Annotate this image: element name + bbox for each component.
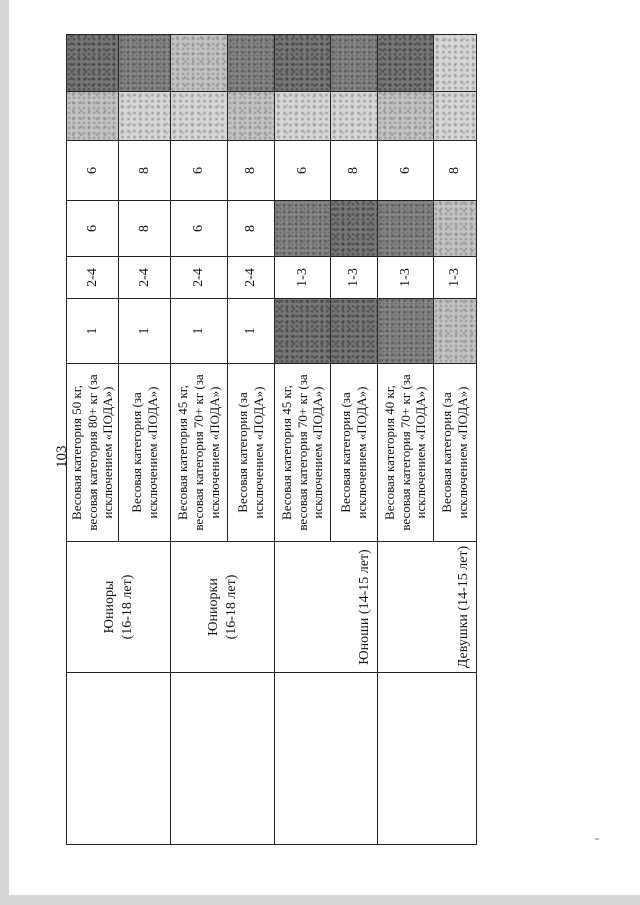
empty-cell bbox=[275, 673, 378, 845]
group-age: (16-18 лет) bbox=[223, 574, 239, 640]
table-row bbox=[67, 35, 119, 845]
value-cell: 6 bbox=[171, 201, 228, 257]
shaded-cell bbox=[67, 35, 119, 92]
place-cell: 1 bbox=[119, 299, 171, 364]
value-cell: 8 bbox=[228, 141, 275, 201]
category-cell: Весовая категория 45 кг, весовая категория 70+ кг (за исключением «ПОДА») bbox=[275, 364, 331, 542]
group-label: Юниорки bbox=[206, 578, 222, 636]
shaded-cell bbox=[275, 92, 331, 141]
place-cell: 2-4 bbox=[67, 257, 119, 299]
shaded-cell bbox=[67, 92, 119, 141]
shaded-cell bbox=[275, 35, 331, 92]
category-cell: Весовая категория (за исключением «ПОДА») bbox=[331, 364, 378, 542]
shaded-cell bbox=[331, 201, 378, 257]
group-cell-junior-girls bbox=[171, 542, 275, 673]
value-cell: 6 bbox=[275, 141, 331, 201]
category-cell: Весовая категория 50 кг, весовая категория 80+ кг (за исключением «ПОДА») bbox=[67, 364, 119, 542]
category-cell: Весовая категория 40 кг, весовая категория 70+ кг (за исключением «ПОДА») bbox=[378, 364, 434, 542]
shaded-cell bbox=[434, 201, 477, 257]
shaded-cell bbox=[378, 299, 434, 364]
place-cell: 1-3 bbox=[378, 257, 434, 299]
place-cell: 1-3 bbox=[331, 257, 378, 299]
shaded-cell bbox=[331, 35, 378, 92]
shaded-cell bbox=[228, 92, 275, 141]
value-cell: 6 bbox=[67, 141, 119, 201]
empty-cell bbox=[171, 673, 275, 845]
place-cell: 1 bbox=[228, 299, 275, 364]
table-row bbox=[378, 35, 434, 845]
results-table bbox=[66, 34, 477, 845]
shaded-cell bbox=[228, 35, 275, 92]
place-cell: 2-4 bbox=[228, 257, 275, 299]
shaded-cell bbox=[378, 201, 434, 257]
shaded-cell bbox=[434, 35, 477, 92]
empty-cell bbox=[378, 673, 477, 845]
shaded-cell bbox=[171, 92, 228, 141]
shaded-cell bbox=[434, 92, 477, 141]
place-cell: 2-4 bbox=[171, 257, 228, 299]
value-cell: 8 bbox=[331, 141, 378, 201]
group-cell-boys bbox=[275, 542, 378, 673]
category-cell: Весовая категория 45 кг, весовая категория 70+ кг (за исключением «ПОДА») bbox=[171, 364, 228, 542]
page-number: 103 bbox=[54, 445, 70, 468]
value-cell: 8 bbox=[119, 141, 171, 201]
value-cell: 8 bbox=[434, 141, 477, 201]
value-cell: 6 bbox=[67, 201, 119, 257]
value-cell: 8 bbox=[119, 201, 171, 257]
scan-edge-bottom bbox=[0, 895, 640, 905]
place-cell: 1-3 bbox=[434, 257, 477, 299]
table-row bbox=[171, 35, 228, 845]
shaded-cell bbox=[275, 201, 331, 257]
table-row bbox=[275, 35, 331, 845]
empty-cell bbox=[67, 673, 171, 845]
category-cell: Весовая категория (за исключением «ПОДА») bbox=[119, 364, 171, 542]
shaded-cell bbox=[434, 299, 477, 364]
value-cell: 6 bbox=[378, 141, 434, 201]
value-cell: 6 bbox=[171, 141, 228, 201]
place-cell: 1 bbox=[171, 299, 228, 364]
shaded-cell bbox=[171, 35, 228, 92]
scan-speck bbox=[595, 838, 599, 840]
group-label: Девушки (14-15 лет) bbox=[455, 545, 471, 669]
shaded-cell bbox=[331, 92, 378, 141]
value-cell: 8 bbox=[228, 201, 275, 257]
group-label: Юноши (14-15 лет) bbox=[356, 549, 372, 665]
shaded-cell bbox=[331, 299, 378, 364]
group-label: Юниоры bbox=[102, 580, 118, 634]
shaded-cell bbox=[378, 92, 434, 141]
group-age: (16-18 лет) bbox=[119, 574, 135, 640]
shaded-cell bbox=[275, 299, 331, 364]
group-cell-girls bbox=[378, 542, 477, 673]
rotated-table-wrapper bbox=[66, 35, 476, 845]
place-cell: 1-3 bbox=[275, 257, 331, 299]
shaded-cell bbox=[119, 92, 171, 141]
category-cell: Весовая категория (за исключением «ПОДА») bbox=[228, 364, 275, 542]
group-cell-juniors bbox=[67, 542, 171, 673]
scan-edge-left bbox=[0, 0, 9, 905]
place-cell: 1 bbox=[67, 299, 119, 364]
category-cell: Весовая категория (за исключением «ПОДА») bbox=[434, 364, 477, 542]
shaded-cell bbox=[119, 35, 171, 92]
shaded-cell bbox=[378, 35, 434, 92]
place-cell: 2-4 bbox=[119, 257, 171, 299]
